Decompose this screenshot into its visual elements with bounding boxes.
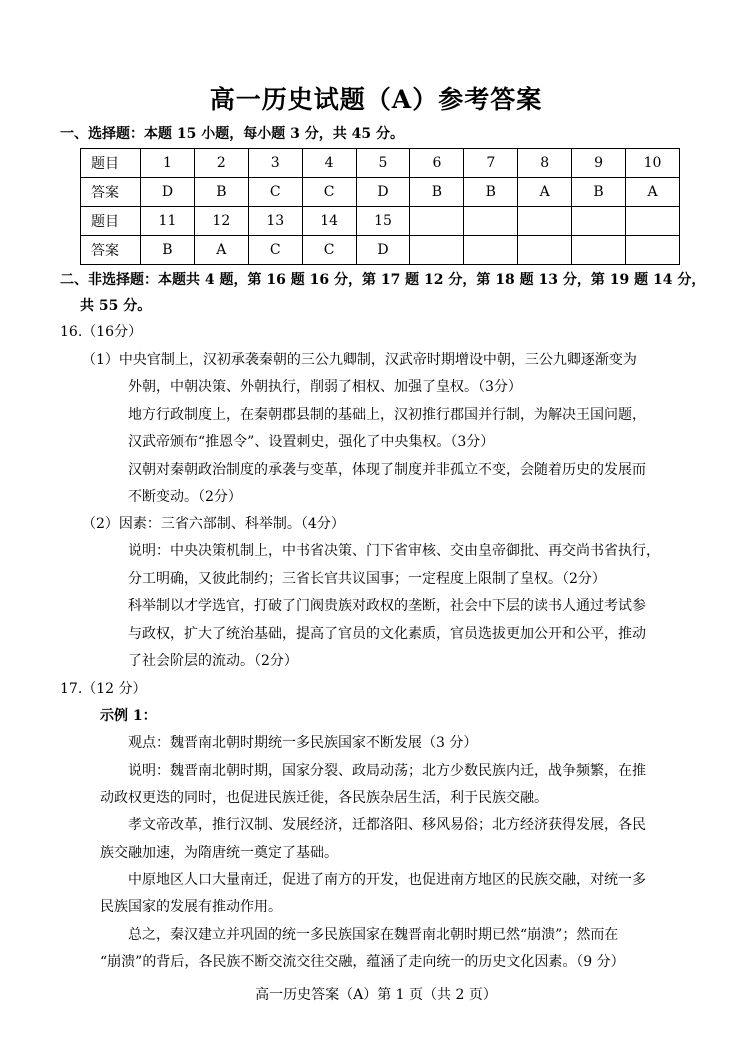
q17-label: 17.（12 分）: [60, 681, 147, 697]
q17-line: 民族国家的发展有推动作用。: [100, 899, 282, 915]
table-cell: C: [248, 236, 302, 265]
table-row: [81, 178, 680, 207]
q16-line: 分工明确，又彼此制约；三省长官共议国事；一定程度上限制了皇权。（2分）: [128, 571, 606, 587]
q16-label: 16.（16分）: [60, 324, 143, 340]
table-cell: [410, 207, 464, 236]
q16-line: 与政权，扩大了统治基础，提高了官员的文化素质，官员选拔更加公开和公平，推动: [128, 626, 646, 642]
q16-line: 科举制以才学选官，打破了门阀贵族对政权的垄断，社会中下层的读书人通过考试参: [128, 598, 646, 614]
row-header-cell: 答案: [81, 236, 141, 265]
q17-line: “崩溃”的背后，各民族不断交流交往交融，蕴涵了走向统一的历史文化因素。（9 分）: [100, 954, 625, 970]
q17-line: 观点：魏晋南北朝时期统一多民族国家不断发展（3 分）: [128, 735, 478, 751]
table-cell: [464, 207, 518, 236]
q16-line: 不断变动。（2分）: [128, 489, 242, 505]
table-cell: A: [518, 178, 572, 207]
q16-line: （1）中央官制上，汉初承袭秦朝的三公九卿制，汉武帝时期增设中朝，三公九卿逐渐变为: [82, 352, 637, 368]
q17-line: 孝文帝改革，推行汉制、发展经济，迁都洛阳、移风易俗；北方经济获得发展，各民: [128, 817, 646, 833]
table-row: [81, 149, 680, 178]
q17-line: 总之，秦汉建立并巩固的统一多民族国家在魏晋南北朝时期已然“崩溃”；然而在: [128, 927, 619, 943]
part2-heading-line2: 共 55 分。: [80, 298, 152, 314]
part2-heading-line1: 二、非选择题：本题共 4 题，第 16 题 16 分，第 17 题 12 分，第 18 题 13 分，第 19 题 14 分，: [60, 272, 706, 288]
table-cell: B: [572, 178, 626, 207]
table-cell: [572, 207, 626, 236]
row-header-cell: 答案: [81, 178, 141, 207]
q17-line: 族交融加速，为隋唐统一奠定了基础。: [100, 845, 338, 861]
table-cell: [572, 236, 626, 265]
table-cell: D: [356, 178, 410, 207]
table-cell: C: [248, 178, 302, 207]
table-cell: [626, 207, 680, 236]
row-header-cell: 题目: [81, 207, 141, 236]
q17-line: 中原地区人口大量南迁，促进了南方的开发，也促进南方地区的民族交融，对统一多: [128, 872, 646, 888]
q16-line: 汉朝对秦朝政治制度的承袭与变革，体现了制度并非孤立不变，会随着历史的发展而: [128, 462, 646, 478]
table-cell: 8: [518, 149, 572, 178]
table-cell: B: [141, 236, 195, 265]
table-row: [81, 207, 680, 236]
q17-example-label: 示例 1：: [100, 708, 157, 724]
table-cell: 1: [141, 149, 195, 178]
table-cell: [464, 236, 518, 265]
table-cell: 12: [194, 207, 248, 236]
table-cell: 5: [356, 149, 410, 178]
table-cell: B: [410, 178, 464, 207]
table-cell: [518, 236, 572, 265]
q16-line: （2）因素：三省六部制、科举制。（4分）: [82, 516, 345, 532]
table-cell: 6: [410, 149, 464, 178]
q16-line: 说明：中央决策机制上，中书省决策、门下省审核、交由皇帝御批、再交尚书省执行，: [128, 543, 660, 559]
table-row: [81, 236, 680, 265]
table-cell: 2: [194, 149, 248, 178]
q16-line: 地方行政制度上，在秦朝郡县制的基础上，汉初推行郡国并行制，为解决王国问题，: [128, 407, 646, 423]
table-cell: A: [626, 178, 680, 207]
table-cell: D: [356, 236, 410, 265]
table-cell: 11: [141, 207, 195, 236]
answer-table: [80, 148, 680, 265]
table-cell: 10: [626, 149, 680, 178]
table-cell: 13: [248, 207, 302, 236]
page-footer: 高一历史答案（A）第 1 页（共 2 页）: [255, 987, 497, 1003]
table-cell: 14: [302, 207, 356, 236]
q16-line: 了社会阶层的流动。（2分）: [128, 653, 298, 669]
table-cell: [626, 236, 680, 265]
row-header-cell: 题目: [81, 149, 141, 178]
q17-line: 说明：魏晋南北朝时期，国家分裂、政局动荡；北方少数民族内迁，战争频繁，在推: [128, 763, 646, 779]
table-cell: 15: [356, 207, 410, 236]
table-cell: 7: [464, 149, 518, 178]
table-cell: [410, 236, 464, 265]
q17-line: 动政权更迭的同时，也促进民族迁徙，各民族杂居生活，利于民族交融。: [100, 790, 548, 806]
table-cell: B: [194, 178, 248, 207]
q16-line: 汉武帝颁布“推恩令”、设置刺史，强化了中央集权。（3分）: [128, 434, 495, 450]
table-cell: A: [194, 236, 248, 265]
part1-heading: 一、选择题：本题 15 小题，每小题 3 分，共 45 分。: [60, 126, 404, 142]
table-cell: D: [141, 178, 195, 207]
table-cell: 3: [248, 149, 302, 178]
table-cell: B: [464, 178, 518, 207]
table-cell: 4: [302, 149, 356, 178]
table-cell: [518, 207, 572, 236]
page-title: 高一历史试题（A）参考答案: [209, 85, 543, 114]
table-cell: 9: [572, 149, 626, 178]
q16-line: 外朝，中朝决策、外朝执行，削弱了相权、加强了皇权。（3分）: [128, 379, 522, 395]
table-cell: C: [302, 236, 356, 265]
table-cell: C: [302, 178, 356, 207]
